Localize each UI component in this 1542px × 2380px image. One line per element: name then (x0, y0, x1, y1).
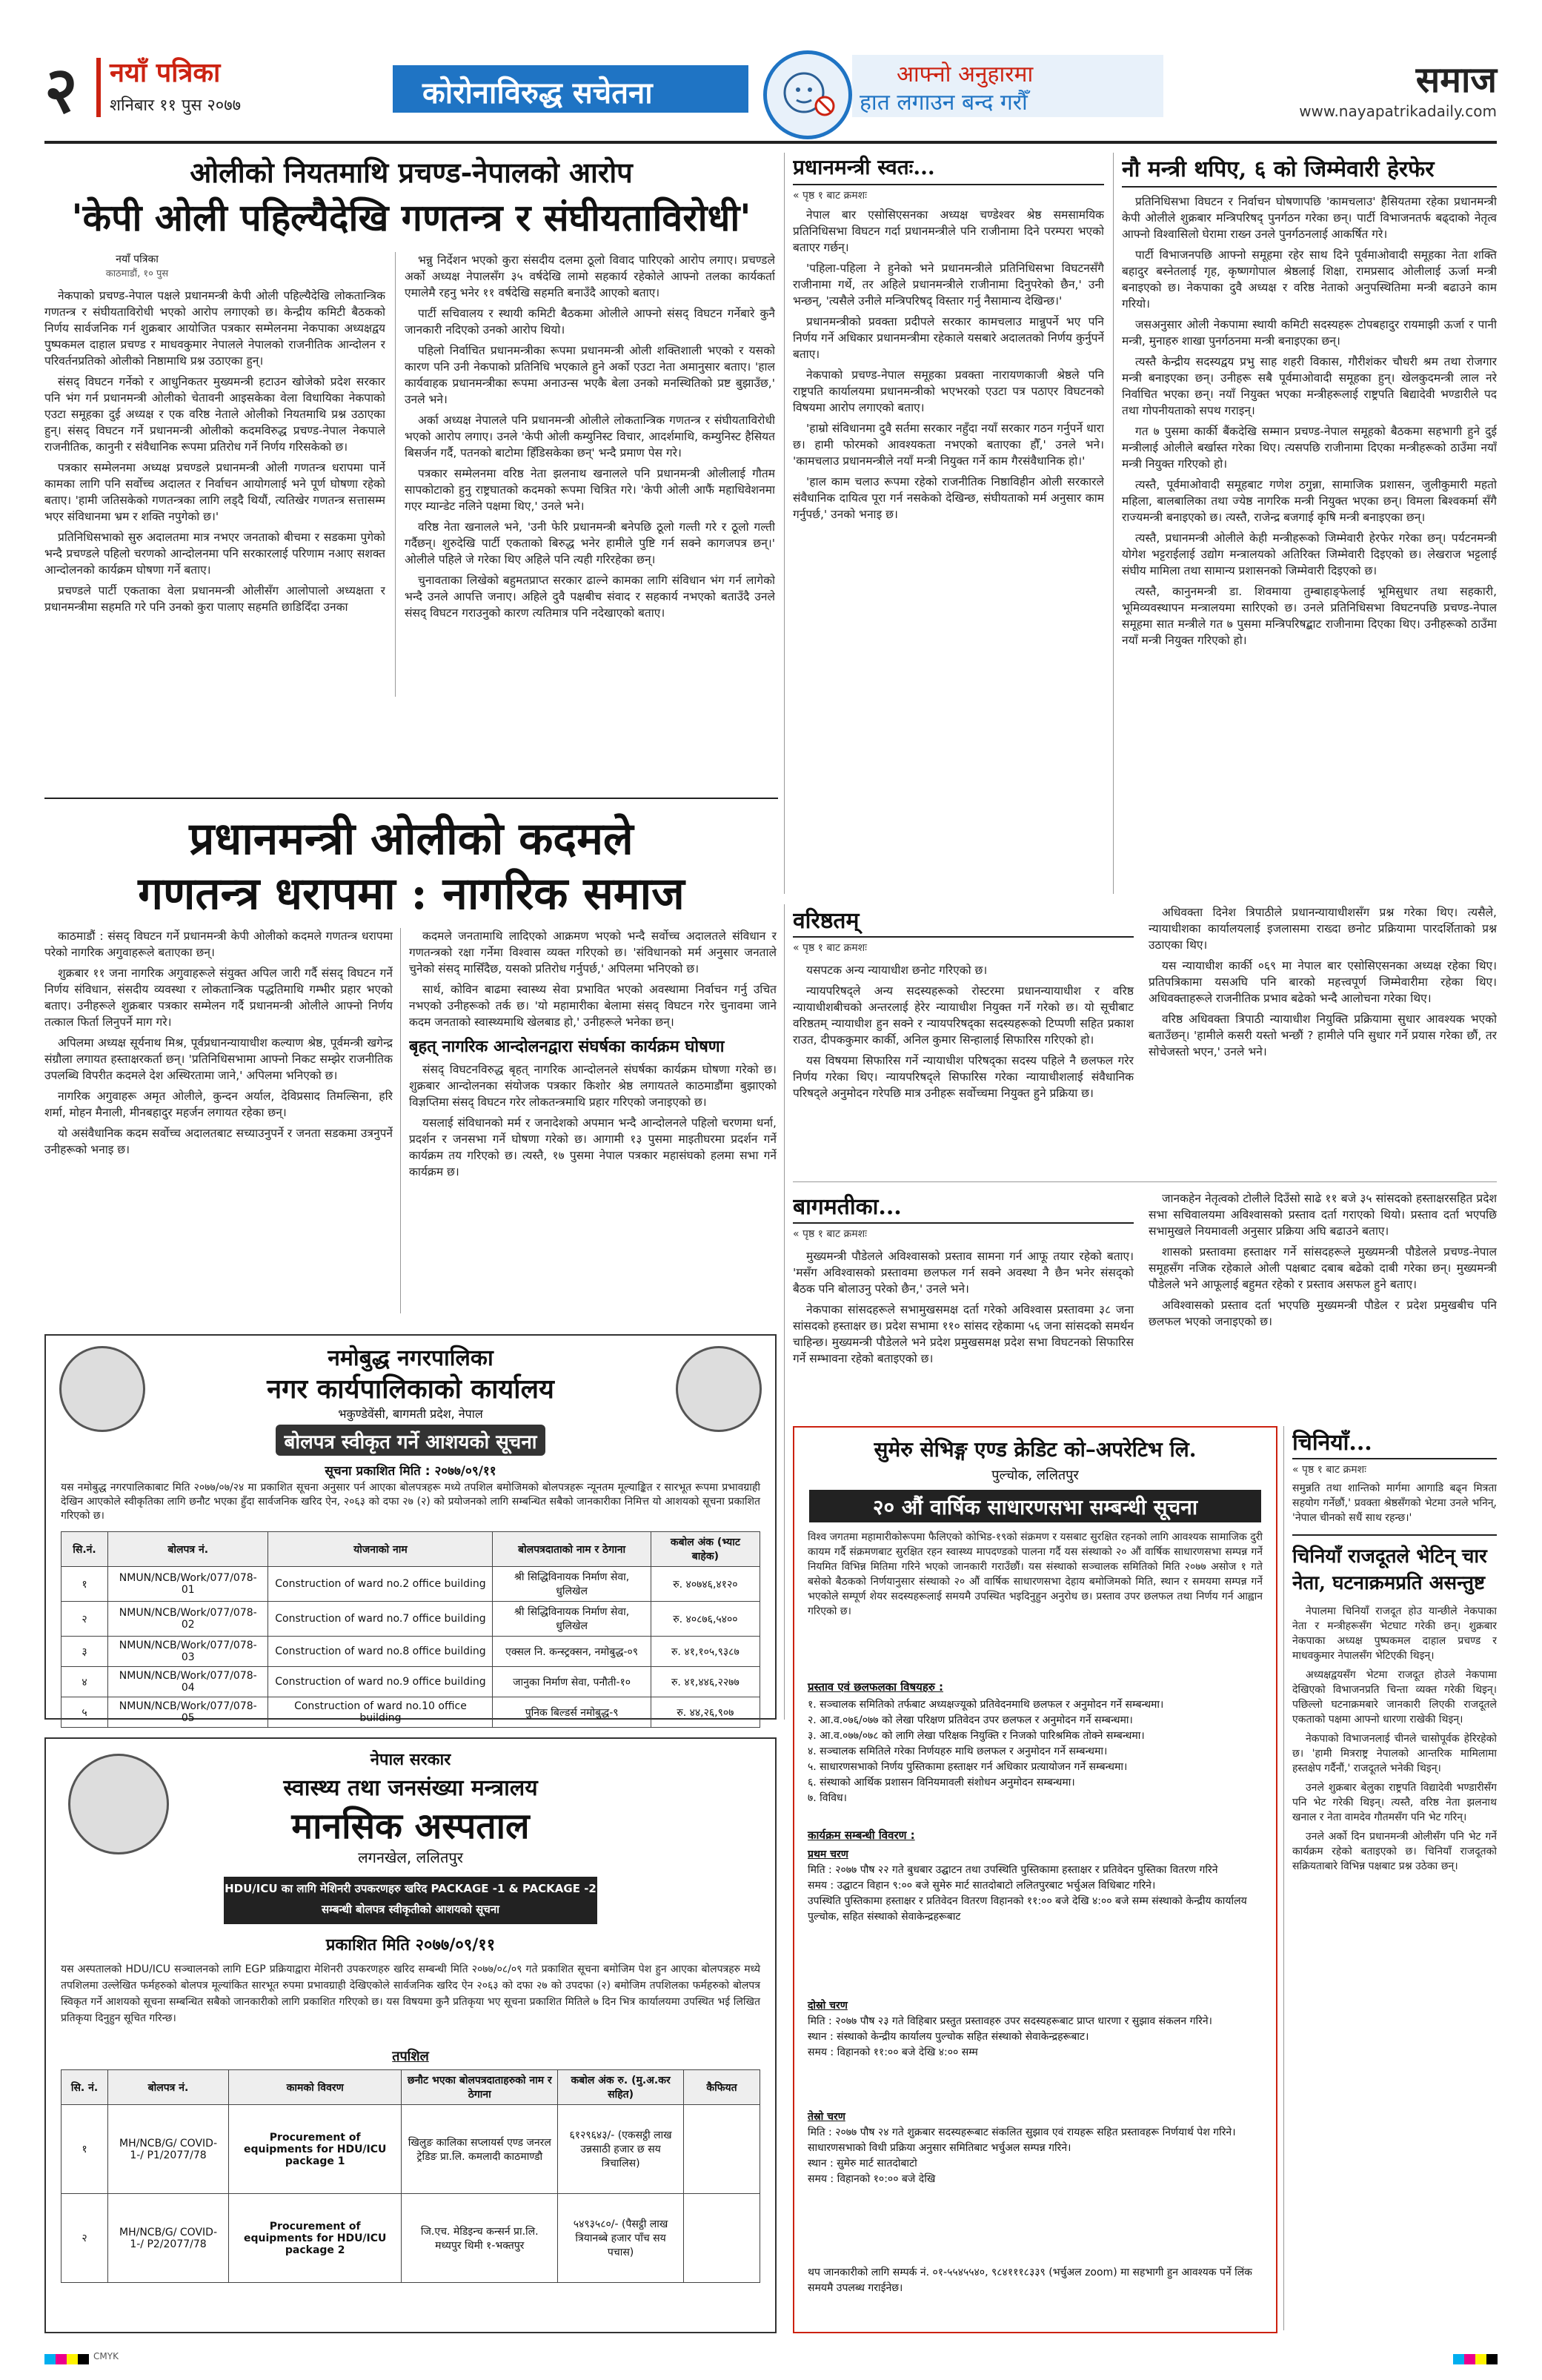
ministers-paragraph: जसअनुसार ओली नेकपामा स्थायी कमिटी सदस्यहरू टोपबहादुर रायमाझी ऊर्जा र पानी मन्त्री, मुनाहरु शाखा पुनर्गठनमा मन्त्री बनाइएका छन्। (1122, 318, 1497, 348)
paper-logo (96, 58, 101, 117)
table-header: योजनाको नाम (268, 1532, 493, 1567)
table-row (62, 1667, 760, 1697)
ad1-banner: बोलपत्र स्वीकृत गर्ने आशयको सूचना (284, 1431, 537, 1453)
civil-headline-1: प्रधानमन्त्री ओलीको कदमले (189, 813, 634, 865)
ad1-office: नगर कार्यपालिकाको कार्यालय (267, 1373, 554, 1405)
phase-line: मिति : २०७७ पौष २३ गते विहिबार प्रस्तुत प्रस्तावहरु उपर सदस्यहरूबाट प्राप्त धारणा र सुझाव संकलन गरिने। (808, 2015, 1212, 2027)
pm-paragraph: नेपाल बार एसोसिएसनका अध्यक्ष चण्डेश्वर श्रेष्ठ समसामयिक प्रतिनिधिसभा विघटन गर्दा प्रधानमन्त्रीले पनि राजीनामा दिने परम्परा भएको बताएर गर्छन्। (793, 208, 1104, 254)
civil-subheadline: बृहत् नागरिक आन्दोलनद्वारा संघर्षका कार्यक्रम घोषणा (409, 1037, 725, 1056)
column-divider (784, 904, 785, 1720)
table-header: सि. नं. (62, 2070, 108, 2105)
lead-paragraph: अर्का अध्यक्ष नेपालले पनि प्रधानमन्त्री ओलीले लोकतान्त्रिक गणतन्त्र र संघीयताविरोधी भएको आरोप लगाए। उनले 'केपी ओली कम्युनिस्ट विचार, आदर्शमाथि, कम्युनिस्ट हैसियत बिसर्जन गर्दै, पतनको बाटोमा हिँडिसकेका छन्' भन्दै प्रमाण पेस गरे। (405, 414, 775, 460)
table-header: बोलपत्र नं. (108, 1532, 268, 1567)
ad-namobuddha (44, 1334, 777, 1724)
agenda-item: २. आ.व.०७६/०७७ को लेखा परिक्षण प्रतिवेदन उपर छलफल र अनुमोदन गर्ने सम्बन्धमा। (808, 1714, 1133, 1726)
issue-date: शनिबार ११ पुस २०७७ (110, 96, 242, 115)
phase-line: समय : विहानको ११:०० बजे देखि ४:०० सम्म (808, 2046, 978, 2058)
ad-sumeru (793, 1426, 1277, 2333)
table-row (62, 1602, 760, 1637)
varishth-paragraph: यस न्यायाधीश कार्की ०६९ मा नेपाल बार एसोसिएसनका अध्यक्ष रहेका थिए। प्रतिपत्रिकामा यसअघि पनि बारको महत्त्वपूर्ण जिम्मेवारीमा रहेका थिए। अधिवक्ताहरूले राजनीतिक प्रभाव बढेको भन्दै आलोचना गरेका थिए। (1149, 959, 1497, 1005)
bagmati-col-2 (1149, 1190, 1497, 1334)
table-cell: रु. ४१,१०५,९३८७ (651, 1637, 760, 1667)
table-cell: NMUN/NCB/Work/077/078-03 (108, 1637, 268, 1667)
section-name: समाज (1415, 59, 1497, 101)
continued-label: « पृष्ठ १ बाट क्रमशः (793, 1228, 867, 1240)
continued-label: « पृष्ठ १ बाट क्रमशः (793, 942, 867, 954)
phase-line: साधारणसभाको विधी प्रक्रिया अनुसार समितिबाट भर्चुअल सम्पन्न गरिने। (808, 2142, 1071, 2154)
pm-story-title: प्रधानमन्त्री स्वतः... (793, 153, 1104, 185)
varishth-paragraph: न्यायपरिषद्ले अन्य सदस्यहरूको रोस्टरमा प्रधानन्यायाधीश र वरिष्ठ न्यायाधीशबीचको अन्तरलाई हेरेर न्यायाधीश नियुक्त गर्ने गरेको छ। यो सूचीबाट वरिष्ठतम् न्यायाधीश हुन सक्ने र न्यायपरिषद्का सदस्यहरूको टिप्पणी सहित प्रकाश राउत, दीपककुमार कार्की, अनिल कुमार सिन्हालाई सिफारिस गरिएको हो। (793, 984, 1134, 1047)
chiniya-story (1292, 1426, 1497, 2330)
campaign-title: कोरोनाविरुद्ध सचेतना (422, 76, 653, 110)
ad2-intro: यस अस्पतालको HDU/ICU सञ्चालनको लागि EGP प्रक्रियाद्वारा मेशिनरी उपकरणहरु खरिद सम्बन्धी मिति २०७७/०८/०९ गते प्रकाशित सूचना बमोजिम पेश हुन आएका बोलपत्रहरु मध्ये तपशिलमा उल्लेखित फर्महरुको बोलपत्र मूल्यांकित सारभूत रुपमा प्रभावग्राही देखिएकोले सार्वजनिक खरिद ऐन २०६३ को दफा २७ को उपदफा (२) बमोजिम तपशिलका फर्महरुको बोलपत्र स्विकृत गर्ने आशयको सूचना सम्बन्धित सबैको जानकारीको लागि प्रकाशित गरिएको छ। यस विषयमा कुनै प्रतिकृया भए सूचना प्रकाशित मितिले ७ दिन भित्र कार्यालयमा उपस्थित भई लिखित प्रतिकृया दिनुहुन सूचित गरिन्छ। (61, 1963, 760, 2024)
ministers-paragraph: गत ७ पुसमा कार्की बैंकदेखि सम्मान प्रचण्ड-नेपाल समूहको बैठकमा सहभागी हुने दुई मन्त्रीलाई ओलीले बर्खास्त गरेका थिए। त्यसपछि राजीनामा दिएका मन्त्रीहरूको ठाउँमा नयाँ मन्त्री नियुक्त गरिएको हो। (1122, 425, 1497, 471)
ad2-table-title: तपशिल (392, 2049, 429, 2064)
table-cell: खिलुङ कालिका सप्लायर्स एण्ड जनरल ट्रेडिङ प्रा.लि. कमलादी काठमाण्डौ (402, 2105, 558, 2194)
lead-paragraph: पार्टी सचिवालय र स्थायी कमिटी बैठकमा ओलीले आफ्नो संसद् विघटन गर्नेबारे कुनै जानकारी नदिएको उनको आरोप थियो। (405, 307, 775, 337)
table-cell: रु. ४०७४६,४१२० (651, 1567, 760, 1602)
ad1-pub-date: सूचना प्रकाशित मिति : २०७७/०९/११ (325, 1464, 496, 1479)
ad2-banner-1: HDU/ICU का लागि मेशिनरी उपकरणहरु खरिद PACKAGE -1 & PACKAGE -2 (225, 1882, 596, 1895)
agenda-item: १. सञ्चालक समितिको तर्फबाट अध्यक्षज्यूको प्रतिवेदनमाथि छलफल र अनुमोदन गर्ने सम्बन्धमा। (808, 1699, 1164, 1711)
lead-headline: 'केपी ओली पहिल्यैदेखि गणतन्त्र र संघीयताविरोधी' (71, 196, 751, 239)
campaign-tagline-1: आफ्नो अनुहारमा (897, 62, 1034, 87)
table-cell: २ (62, 1602, 108, 1637)
table-cell: Construction of ward no.9 office building (268, 1667, 493, 1697)
table-cell (684, 2194, 760, 2283)
civil-paragraph: सार्थ, कोविन बाढमा स्वास्थ्य सेवा प्रभावित भएको अवस्थामा निर्वाचन गर्नु उचित नभएको उनीहरूको तर्क छ। 'यो महामारीका बेलामा संसद् विघटन गरेर चुनावमा जाने कदम जनताको स्वास्थ्यमाथि खेलबाड हो,' उनीहरूले भनेका छन्। (409, 983, 777, 1029)
varishth-paragraph: वरिष्ठ अधिवक्ता त्रिपाठी न्यायाधीश नियुक्ति प्रक्रियामा सुधार आवश्यक भएको बताउँछन्। 'हामीले कसरी यस्तो भन्छौं ? हामीले पनि सुधार गर्ने प्रयास गरेका छौं, तर सोचेजस्तो भएन,' उनले भने। (1149, 1012, 1497, 1058)
varishth-col-2 (1149, 904, 1497, 1064)
masthead-rule (44, 141, 1497, 144)
pm-paragraph: 'हाम्रो संविधानमा दुवै सर्तमा सरकार नहुँदा नयाँ सरकार गठन गर्नुपर्ने धारा छ। हामी फोरमको आवश्यकता नभएको बताएका हौँ,' उनले भने। 'कामचलाउ प्रधानमन्त्रीले नयाँ मन्त्री नियुक्त गर्ने काम गैरसंवैधानिक हो।' (793, 422, 1104, 468)
table-cell: जानुका निर्माण सेवा, पनौती-१० (493, 1667, 651, 1697)
phase-line: समय : विहानको १०:०० बजे देखि (808, 2173, 936, 2185)
table-cell: Procurement of equipments for HDU/ICU package 2 (229, 2194, 402, 2283)
ministers-story (1122, 153, 1497, 894)
lead-paragraph: प्रचण्डले पार्टी एकताका वेला प्रधानमन्त्री ओलीसँग आलोपालो अध्यक्षता र प्रधानमन्त्रीमा सहमति गरे पनि उनको कुरा पालाए सहमति छाडिदिँदा उनका (44, 584, 385, 614)
pm-paragraph: नेकपाको प्रचण्ड-नेपाल समूहका प्रवक्ता नारायणकाजी श्रेष्ठले पनि राष्ट्रपति कार्यालयमा प्रधानमन्त्रीको भएभरको एउटा पत्र पठाएर विघटनको विषयमा आरोप लगाएको बताए। (793, 368, 1104, 414)
table-row (62, 1567, 760, 1602)
table-header: कामको विवरण (229, 2070, 402, 2105)
ad3-footer: थप जानकारीको लागि सम्पर्क नं. ०१-५५४५५४०, ९८४१११८३३९ (भर्चुअल zoom) मा सहभागी हुन आवश्यक पर्ने लिंक समयमै उपलब्ध गराईनेछ। (808, 2267, 1252, 2294)
table-cell: श्री सिद्धिविनायक निर्माण सेवा, धुलिखेल (493, 1602, 651, 1637)
ad2-hospital: मानसिक अस्पताल (291, 1806, 530, 1847)
byline-paper: नयाँ पत्रिका (116, 253, 159, 265)
civil-col-1 (44, 928, 393, 1313)
ad2-pub-date: प्रकाशित मिति २०७७/०९/११ (325, 1936, 496, 1955)
bagmati-paragraph: अविश्वासको प्रस्ताव दर्ता भएपछि मुख्यमन्त्री पौडेल र प्रदेश प्रमुखबीच पनि छलफल भएको जनाइएको छ। (1149, 1299, 1497, 1328)
table-cell: एक्सल नि. कन्स्ट्रक्सन, नमोबुद्ध-०९ (493, 1637, 651, 1667)
civil-paragraph: नागरिक अगुवाहरू अमृत ओलीले, कुन्दन अर्याल, देविप्रसाद तिमल्सिना, हरि शर्मा, मोहन मैनाली, मीनबहादुर महर्जन लगायत रहेका छन्। (44, 1090, 393, 1119)
column-divider (1283, 1426, 1284, 2330)
table-cell: MH/NCB/G/ COVID-1-/ P2/2077/78 (108, 2194, 229, 2283)
ad2-gov: नेपाल सरकार (370, 1751, 451, 1769)
ad2-banner-2: सम्बन्धी बोलपत्र स्वीकृतीको आशयको सूचना (321, 1903, 500, 1916)
lead-paragraph: संसद् विघटन गर्नेको र आधुनिकतर मुख्यमन्त्री हटाउन खोजेको प्रदेश सरकार पनि भंग गर्न प्रधानमन्त्री ओलीको चेतावनी आइसकेका वेला विधायिका नेकपाको एउटा समूहका दुई अध्यक्ष र एक वरिष्ठ नेताले ओलीको नियतमाथि प्रश्न उठाएका हुन्। संसद् विघटन गर्ने प्रधानमन्त्री ओलीको कदमविरुद्ध प्रचण्ड-नेपाल नेकपाले राजनीतिक, कानुनी र संवैधानिक रूपमा प्रतिरोध गर्ने निर्णय गरिसकेको छ। (44, 375, 385, 454)
lead-paragraph: पत्रकार सम्मेलनमा वरिष्ठ नेता झलनाथ खनालले पनि प्रधानमन्त्री ओलीलाई गौतम सापकोटाको हुनु राष्ट्रघातको कदमको रूपमा चित्रित गरे। 'केपी ओली आफैं महाधिवेशनमा गएर म्यान्डेट नलिने पक्षमा थिए,' उनले भने। (405, 467, 775, 513)
column-divider (400, 928, 401, 1313)
table-cell: Construction of ward no.10 office building (268, 1697, 493, 1728)
chiniya-paragraph: उनले शुक्रबार बेलुका राष्ट्रपति विद्यादेवी भण्डारीसँग पनि भेट गरेकी थिइन्। त्यस्तै, वरिष्ठ नेता झलनाथ खनाल र नेता वामदेव गौतमसँग पनि भेट गरिन्। (1292, 1782, 1497, 1823)
table-header: छनौट भएका बोलपत्रदाताहरुको नाम र ठेगाना (402, 2070, 558, 2105)
chiniya-paragraph: अध्यक्षद्वयसँग भेटमा राजदूत होउले नेकपामा देखिएको विभाजनप्रति चिन्ता व्यक्त गरेकी थिइन्। पछिल्लो घटनाक्रमबारे जानकारी लिएकी राजदूतले एकताको पक्षमा आफ्नो धारणा राखेकी थिइन्। (1292, 1669, 1497, 1726)
table-cell: NMUN/NCB/Work/077/078-01 (108, 1567, 268, 1602)
phase-line: समय : उद्घाटन विहान ९:०० बजे सुमेरु मार्ट सातदोबाटो ललितपुरबाट भर्चुअल विधिबाट गरिने। (808, 1880, 1156, 1892)
pm-paragraph: 'पहिला-पहिला ने हुनेको भने प्रधानमन्त्रीले प्रतिनिधिसभा विघटनसँगै राजीनामा गर्थे, तर अहिले प्रधानमन्त्रीले राजीनामा दिनुपरेको छैन,' उनी भन्छन्, 'त्यसैले उनीले मन्त्रिपरिषद् विस्तार गर्नु नैसामान्य देखिन्छ।' (793, 262, 1104, 308)
bagmati-paragraph: नेकपाका सांसदहरूले सभामुखसमक्ष दर्ता गरेको अविश्वास प्रस्तावमा ३८ जना सांसदको हस्ताक्षर छ। प्रदेश सभामा ११० सांसद रहेकामा ५६ जना सांसदको समर्थन चाहिन्छ। मुख्यमन्त्री पौडेलले भने प्रदेश प्रमुखसमक्ष प्रदेश सभा विघटनको सिफारिस गर्ने सम्भावना रहेको बताइएको छ। (793, 1303, 1134, 1365)
ad3-place: पुल्चोक, ललितपुर (991, 1468, 1079, 1483)
table-cell: NMUN/NCB/Work/077/078-02 (108, 1602, 268, 1637)
chiniya-paragraph: उनले अर्को दिन प्रधानमन्त्री ओलीसँग पनि भेट गर्ने कार्यक्रम रहेको बताइएको छ। चिनियाँ राजदूतको सक्रियताबारे विभिन्न पक्षबाट प्रश्न उठेका छन्। (1292, 1831, 1497, 1872)
table-cell: १ (62, 1567, 108, 1602)
varishth-paragraph: यसपटक अन्य न्यायाधीश छनोट गरिएको छ। (806, 964, 988, 977)
table-cell: ३ (62, 1637, 108, 1667)
ad2-ministry: स्वास्थ्य तथा जनसंख्या मन्त्रालय (283, 1775, 538, 1801)
lead-paragraph: नेकपाको प्रचण्ड-नेपाल पक्षले प्रधानमन्त्री केपी ओली पहिल्यैदेखि लोकतान्त्रिक गणतन्त्र र संघीयताविरोधी भएको आरोप लगाएको छ। केन्द्रीय कमिटी बैठकको निर्णय सार्वजनिक गर्न शुक्रबार आयोजित पत्रकार सम्मेलनमा नेकपाका अध्यक्षद्वय पुष्पकमल दाहाल प्रचण्ड र माधवकुमार नेपालले नेपालको राजनीतिक आन्दोलन र परिवर्तनप्रतिको ओलीको निष्ठामाथि प्रश्न उठाएका हुन्। (44, 289, 385, 368)
table-cell: रु. ४१,४४६,२२७७ (651, 1667, 760, 1697)
phase-line: मिति : २०७७ पौष २२ गते बुधबार उद्घाटन तथा उपस्थिति पुस्तिकामा हस्ताक्षर र प्रतिवेदन पुस्तिका वितरण गरिने (808, 1864, 1218, 1876)
pm-paragraph: प्रधानमन्त्रीको प्रवक्ता प्रदीपले सरकार कामचलाउ मान्नुपर्ने भए पनि निर्णय गर्ने अधिकार प्रधानमन्त्रीमा रहेकाले यसबारे अदालतको निर्णय कुर्नुपर्ने बताए। (793, 315, 1104, 361)
table-cell: पुनिक बिल्डर्स नमोबुद्ध-९ (493, 1697, 651, 1728)
byline-dateline: काठमाडौं, १० पुस (105, 268, 169, 279)
phase-line: मिति : २०७७ पौष २४ गते शुक्रबार सदस्यहरूबाट संकलित सुझाव एवं रायहरू सहित प्रस्तावहरू निर्णयार्थ पेश गरिने। (808, 2127, 1236, 2138)
ministers-paragraph: त्यस्तै, प्रधानमन्त्री ओलीले केही मन्त्रीहरूको जिम्मेवारी हेरफेर गरेका छन्। पर्यटनमन्त्री योगेश भट्टराईलाई उद्योग मन्त्रालयको अतिरिक्त जिम्मेवारी दिइएको छ। लेखराज भट्टलाई संघीय मामिला तथा सामान्य प्रशासनको जिम्मेवारी दिइएको छ। (1122, 531, 1497, 577)
chiniya-title: चिनियाँ... (1292, 1426, 1497, 1459)
campaign-tagline-2: हात लगाउन बन्द गरौँ (860, 90, 1028, 116)
page-number: २ (44, 53, 78, 127)
lead-paragraph: प्रतिनिधिसभाको सुरु अदालतमा मात्र नभएर जनताको बीचमा र सडकमा पुगेको भन्दै प्रचण्डले पहिलो चरणको आन्दोलनमा पनि सरकारलाई परिणाम नआए सशक्त आन्दोलनको कार्यक्रम घोषणा गर्ने बताए। (44, 531, 385, 577)
ad3-agenda (808, 1697, 1263, 1806)
civil-paragraph: कदमले जनतामाथि लादिएको आक्रमण भएको भन्दै सर्वोच्च अदालतले संविधान र गणतन्त्रको रक्षा गर्नेमा विश्वास व्यक्त गरिएको छ। 'संविधानको मर्म अनुसार जनताले चुनेको संसद् मासिँदैछ, यसको प्रतिरोध गर्नुपर्छ,' अपिलमा भनिएको छ। (409, 929, 777, 975)
varishth-title: वरिष्ठतम् (793, 904, 1134, 938)
table-cell: १ (62, 2105, 108, 2194)
table-cell: Construction of ward no.7 office building (268, 1602, 493, 1637)
table-header: सि.नं. (62, 1532, 108, 1567)
table-cell: २ (62, 2194, 108, 2283)
pm-paragraph: 'हाल काम चलाउ रूपमा रहेको राजनीतिक निष्ठाविहीन ओली सरकारले संवैधानिक दायित्व पूरा गर्न नसकेको देखिन्छ, संघीयताको मर्म अनुसार काम गर्नुपर्छ,' उनको भनाइ छ। (793, 475, 1104, 521)
lead-byline (44, 252, 230, 279)
lead-paragraph: पहिलो निर्वाचित प्रधानमन्त्रीका रूपमा प्रधानमन्त्री ओली शक्तिशाली भएको र यसको कारण पनि उनी नेकपाको प्रतिनिधि भएकाले हुने अर्को एउटा नेता अमानुसार बताए। 'हाल कार्यवाहक प्रधानमन्त्रीका रूपमा अनाउन्स भएकै बेला उनको मनस्थितिको प्रष्ट बुझाउँछ,' उनले भने। (405, 344, 775, 406)
table-cell: Construction of ward no.2 office building (268, 1567, 493, 1602)
ad1-table (61, 1531, 760, 1728)
bagmati-paragraph: जानकहेन नेतृत्वको टोलीले दिउँसो साढे ११ बजे ३५ सांसदको हस्ताक्षरसहित प्रदेश सभा सचिवालयमा अविश्वासको प्रस्ताव दर्ता गराएको थियो। प्रस्ताव दर्ता भएपछि सभामुखले नियमावली अनुसार प्रक्रिया अघि बढाउने बताए। (1149, 1192, 1497, 1238)
lead-col-2 (405, 252, 775, 703)
section-rule (44, 798, 778, 799)
phase-title: दोस्रो चरण (808, 2000, 848, 2012)
color-marks-label-left: CMYK (93, 2351, 119, 2361)
table-cell: ६१२९६४३/- (एकसट्ठी लाख उन्नसाठी हजार छ सय त्रिचालिस) (558, 2105, 684, 2194)
ad1-intro: यस नमोबुद्ध नगरपालिकाबाट मिति २०७७/०७/२४ मा प्रकाशित सूचना अनुसार पर्न आएका बोलपत्रहरू मध्ये तपशिल बमोजिमको बोलपत्रहरू न्यूनतम मूल्याङ्कित र सारभूत रूपमा प्रभावग्राही देखिन आएकोले स्वीकृतिका लागि छनौट भएका हुँदा सार्वजनिक खरिद ऐन, २०६३ को दफा २७ (२) को प्रयोजनको लागि सम्बन्धित सबैको जानकारीका निमित्त यो आशयको सूचना प्रकाशित गरिएको छ। (61, 1482, 760, 1522)
civil-paragraph: यो असंवैधानिक कदम सर्वोच्च अदालतबाट सच्याउनुपर्ने र जनता सडकमा उत्रनुपर्ने उनीहरूको भनाइ छ। (44, 1127, 393, 1156)
table-cell: ५४९३५८०/- (पैसट्ठी लाख त्रियानब्बे हजार पाँच सय पचास) (558, 2194, 684, 2283)
table-header: बोलपत्र नं. (108, 2070, 229, 2105)
no-touch-face-icon (763, 50, 852, 139)
ministers-paragraph: प्रतिनिधिसभा विघटन र निर्वाचन घोषणापछि 'कामचलाउ' हैसियतमा रहेका प्रधानमन्त्री केपी ओलीले शुक्रबार मन्त्रिपरिषद् पुनर्गठन गरेका छन्। पार्टी विभाजनतर्फ बढ्दाको नेतृत्व आफ्नो विश्वासिलो घेरामा राख्न उनले पुनर्गठनलाई आकर्षित गरे। (1122, 195, 1497, 241)
table-header: बोलपत्रदाताको नाम र ठेगाना (493, 1532, 651, 1567)
civil-paragraph: संसद् विघटनविरुद्ध बृहत् नागरिक आन्दोलनले संघर्षका कार्यक्रम घोषणा गरेको छ। शुक्रबार आन्दोलनका संयोजक पत्रकार किशोर श्रेष्ठ लगायतले काठमाडौंमा बुझाएको विज्ञप्तिमा संसद् विघटन गरेर लोकतन्त्रमाथि प्रहार गरिएको जनाइएको छ। (409, 1063, 777, 1109)
civil-col-2 (409, 928, 777, 1313)
ad3-company: सुमेरु सेभिङ्ग एण्ड क्रेडिट को–अपरेटिभ लि. (874, 1437, 1197, 1462)
lead-paragraph: भन्नु निर्देशन भएको कुरा संसदीय दलमा ठूलो विवाद पारिएको आरोप लगाए। प्रचण्डले अर्को अध्यक्ष नेपालसँग ३५ वर्षदेखि लामो सहकार्य रहेकोले आफ्नो तलका कार्यकर्ता एमालेमै रहनु भनेर ११ वर्षदेखि सहमति बनाउँदै आएको बताए। (405, 253, 775, 299)
pm-story (793, 153, 1104, 894)
ad3-banner: २० औं वार्षिक साधारणसभा सम्बन्धी सूचना (872, 1495, 1198, 1519)
agenda-item: ४. सञ्चालक समितिले गरेका निर्णयहरु माथि छलफल र अनुमोदन गर्ने सम्बन्धमा। (808, 1746, 1108, 1757)
table-header: कबोल अंक (भ्याट बाहेक) (651, 1532, 760, 1567)
ad3-phase-2 (808, 1998, 1263, 2061)
agenda-item: ७. विविध। (808, 1792, 847, 1804)
lead-paragraph: चुनावताका लिखेको बहुमतप्राप्त सरकार ढाल्ने कामका लागि संविधान भंग गर्न लागेको भन्दै उनले आपत्ति जनाए। अहिले दुवै पक्षबीच संवाद र सहकार्य नभएको बताउँदै उनले संसद् विघटन गराउनुको कारण त्यतिमात्र पनि नदेखाएको बताए। (405, 574, 775, 620)
table-cell (684, 2105, 760, 2194)
table-row (62, 1637, 760, 1667)
chiniya-paragraph: नेकपाको विभाजनलाई चीनले चासोपूर्वक हेरिरहेको छ। 'हामी मित्रराष्ट्र नेपालको आन्तरिक मामिलामा हस्तक्षेप गर्दैनौं,' राजदूतले भनेकी थिइन्। (1292, 1733, 1497, 1774)
section-rule (793, 1181, 1497, 1182)
ministers-paragraph: त्यस्तै केन्द्रीय सदस्यद्वय प्रभु साह शहरी विकास, गौरीशंकर चौधरी श्रम तथा रोजगार मन्त्री बनाइएका छन्। उनीहरू सबै पूर्वमाओवादी समूहका हुन्। खेलकुदमन्त्री लाल नरे निर्वाचित भएका छन्। नयाँ नियुक्त भएका मन्त्रीहरूलाई राष्ट्रपति बिद्यादेवी भण्डारीले पद तथा गोपनीयताको सपथ गराइन्। (1122, 355, 1497, 417)
ad2-table (61, 2069, 760, 2283)
civil-paragraph: काठमाडौं : संसद् विघटन गर्ने प्रधानमन्त्री केपी ओलीको कदमले गणतन्त्र धरापमा परेको नागरिक अगुवाहरूले बताएका छन्। (44, 929, 393, 959)
continued-label: « पृष्ठ १ बाट क्रमशः (793, 190, 867, 202)
table-row (62, 1697, 760, 1728)
continued-label: « पृष्ठ १ बाट क्रमशः (1292, 1464, 1366, 1476)
varishth-paragraph: अधिवक्ता दिनेश त्रिपाठीले प्रधानन्यायाधीशसँग प्रश्न गरेका थिए। त्यसैले, न्यायाधीशका कार्यालयलाई इजलासमा राख्दा छनोट प्रक्रियामा पारदर्शिताको प्रश्न उठाएका थिए। (1149, 906, 1497, 952)
ad1-org: नमोबुद्ध नगरपालिका (328, 1345, 493, 1371)
table-cell: Construction of ward no.8 office building (268, 1637, 493, 1667)
varishth-col-1 (793, 962, 1134, 1106)
ad3-phase-1 (808, 1847, 1263, 1925)
table-header: कबोल अंक रु. (मु.अ.कर सहित) (558, 2070, 684, 2105)
bagmati-title: बागमतीका... (793, 1190, 1134, 1224)
table-cell: रु. ४४,२६,९०७ (651, 1697, 760, 1728)
table-cell: NMUN/NCB/Work/077/078-05 (108, 1697, 268, 1728)
column-divider (395, 252, 396, 697)
column-divider (1113, 153, 1114, 894)
table-cell: रु. ४०८७६,५४०० (651, 1602, 760, 1637)
ad3-program-title: कार्यक्रम सम्बन्धी विवरण : (808, 1829, 915, 1842)
ad3-intro: विश्व जगतमा महामारीकोरूपमा फैलिएको कोभिड-१९को संक्रमण र यसबाट सुरक्षित रहनको लागि आवश्यक सामाजिक दुरी कायम गर्दै संक्रमणबाट सुरक्षित रहन स्वास्थ्य मापदण्डको पालना गर्दै यस संस्थाको २० औं वार्षिक साधारणसभा सम्पन्न गर्ने नियमित विभिन्न मितिमा गरिने भएको जानकारी गराउँछौं। यस संस्थाको सञ्चालक समितिको मिति २०७७ असोज १ गते बसेको बैठकको निर्णयानुसार संस्थाको २० औं वार्षिक साधारणसभा देहाय बमोजिमको मिति, स्थान र समयमा सम्पन्न गर्ने भएकोले सम्पूर्ण शेयर सदस्यहरूलाई समयमै उपस्थित भइदिनुहुन अनुरोध छ। प्रस्ताव उपर छलफल तथा निर्णय गर्न आह्वान गरिएको छ। (808, 1531, 1263, 1617)
agenda-item: ६. संस्थाको आर्थिक प्रशासन विनियमावली संशोधन अनुमोदन सम्बन्धमा। (808, 1777, 1075, 1789)
table-row (62, 2105, 760, 2194)
ministers-paragraph: त्यस्तै, पूर्वमाओवादी समूहबाट गणेश ठगुन्ना, सामाजिक प्रशासन, जुलीकुमारी महतो महिला, बालबालिका तथा ज्येष्ठ नागरिक मन्त्री नियुक्त भएका छन्। विमला बिश्वकर्मा सँगै राज्यमन्त्री बनाइएको छ। त्यस्तै, राजेन्द्र बजगाई कृषि मन्त्री बनाइएका छन्। (1122, 478, 1497, 524)
phase-title: तेस्रो चरण (808, 2111, 845, 2123)
ministers-paragraph: त्यस्तै, कानुनमन्त्री डा. शिवमाया तुम्बाहाङ्फेलाई भूमिसुधार तथा सहकारी, भूमिव्यवस्थापन मन्त्रालयमा सारिएको छ। उनले प्रतिनिधिसभा विघटनपछि प्रचण्ड-नेपाल समूहमा सात मन्त्रीले गत ७ पुसमा मन्त्रिपरिषद्बाट राजीनामा दिएका थिए। उनीहरूको ठाउँमा नयाँ मन्त्री नियुक्त गरिएको हो। (1122, 585, 1497, 647)
column-divider (784, 153, 785, 894)
table-cell: NMUN/NCB/Work/077/078-04 (108, 1667, 268, 1697)
chiniya-intro: समुन्नति तथा शान्तिको मार्गमा आगाडि बढ्न मित्रता सहयोग गर्नेछौं,' प्रवक्ता श्रेष्ठसँगको भेटमा उनले भनिन्, 'नेपाल चीनको सधैं साथ रहन्छ।' (1292, 1482, 1497, 1524)
phase-title: प्रथम चरण (808, 1849, 848, 1860)
agenda-item: ३. आ.व.०७७/०७८ को लागि लेखा परिक्षक नियुक्ति र निजको पारिश्रमिक तोक्ने सम्बन्धमा। (808, 1730, 1145, 1742)
lead-col-1 (44, 288, 385, 703)
civil-headline-2: गणतन्त्र धरापमा : नागरिक समाज (138, 868, 685, 920)
table-cell: जि.एच. मेडिइन्च कन्सर्न प्रा.लि. मध्यपुर थिमी १-भक्तपुर (402, 2194, 558, 2283)
table-cell: ४ (62, 1667, 108, 1697)
website-url: www.nayapatrikadaily.com (1299, 102, 1497, 120)
table-header: कैफियत (684, 2070, 760, 2105)
ministers-paragraph: पार्टी विभाजनपछि आफ्नो समूहमा रहेर साथ दिने पूर्वमाओवादी समूहका नेता शक्ति बहादुर बस्नेतलाई गृह, कृष्णगोपाल श्रेष्ठलाई शिक्षा, रामप्रसाद ओलीलाई ऊर्जा मन्त्री बनाइएको छ। नेकपाका दुवै अध्यक्ष र वरिष्ठ नेताको अनुपस्थितिमा मन्त्री बढाउने काम गरियो। (1122, 248, 1497, 311)
lead-paragraph: पत्रकार सम्मेलनमा अध्यक्ष प्रचण्डले प्रधानमन्त्री ओली गणतन्त्र धरापमा पार्ने कामका लागि पनि सर्वोच्च अदालत र निर्वाचन आयोगलाई भने पूर्ण घोषणा रहेको बताए। 'हामी जतिसकेको गणतन्त्रका लागि लड्दै थियौं, त्यतिखेर गणतन्त्र सत्तासम्म भएर संविधानमा भ्रम र शक्ति नपुगेको छ।' (44, 461, 385, 523)
ad3-phase-3 (808, 2109, 1263, 2187)
color-registration-left (44, 2354, 89, 2364)
civil-paragraph: अपिलमा अध्यक्ष सूर्यनाथ मिश्र, पूर्वप्रधानन्यायाधीश कल्याण श्रेष्ठ, पूर्वमन्त्री खगेन्द्र संग्रौला लगायत हस्ताक्षरकर्ता छन्। 'प्रतिनिधिसभामा आफ्नो निकट सम्झेर राजनीतिक उपलब्धि विपरीत कदमले देश अस्थिरतामा जाने,' अपिलमा भनिएको छ। (44, 1036, 393, 1082)
table-cell: ५ (62, 1697, 108, 1728)
table-cell: श्री सिद्धिविनायक निर्माण सेवा, धुलिखेल (493, 1567, 651, 1602)
color-registration-right (1453, 2354, 1498, 2364)
ad3-agenda-title: प्रस्ताव एवं छलफलका विषयहरु : (808, 1680, 944, 1694)
table-cell: Procurement of equipments for HDU/ICU package 1 (229, 2105, 402, 2194)
civil-paragraph: शुक्रबार ११ जना नागरिक अगुवाहरूले संयुक्त अपिल जारी गर्दै संसद् विघटन गर्ने निर्णय संविधान, संसदीय व्यवस्था र लोकतान्त्रिक पद्धतिमाथि गम्भीर प्रहार भएको बताए। उनीहरूले शुक्रबार पत्रकार सम्मेलन गर्दै प्रधानमन्त्री ओलीले आफ्नो निर्णय तत्काल फिर्ता लिनुपर्ने माग गरे। (44, 967, 393, 1029)
ministers-title: नौ मन्त्री थपिए, ६ को जिम्मेवारी हेरफेर (1122, 153, 1497, 188)
bagmati-col-1 (793, 1248, 1134, 1371)
phase-line: स्थान : संस्थाको केन्द्रीय कार्यालय पुल्चोक सहित संस्थाको सेवाकेन्द्रहरूबाट। (808, 2031, 1089, 2043)
chiniya-paragraph: नेपालमा चिनियाँ राजदूत होउ यान्छीले नेकपाका नेता र मन्त्रीहरूसँग भेटघाट गरेकी छन्। शुक्रबार नेकपाका अध्यक्ष पुष्पकमल दाहाल प्रचण्ड र माधवकुमार नेपालसँग भेटिएकी थिइन्। (1292, 1605, 1497, 1662)
ad-mental-hospital (44, 1737, 777, 2333)
phase-line: उपस्थिति पुस्तिकामा हस्ताक्षर र प्रतिवेदन वितरण विहानको ११:०० बजे देखि ४:०० बजे सम्म संस्थाको केन्द्रीय कार्यालय पुल्चोक, सहित संस्थाको सेवाकेन्द्रहरूबाट (808, 1895, 1247, 1923)
bagmati-story (793, 1190, 1497, 1413)
agenda-item: ५. साधारणसभाको निर्णय पुस्तिकामा हस्ताक्षर गर्न अधिकार प्रत्यायोजन गर्ने सम्बन्धमा। (808, 1761, 1128, 1773)
table-cell: MH/NCB/G/ COVID-1-/ P1/2077/78 (108, 2105, 229, 2194)
lead-paragraph: वरिष्ठ नेता खनालले भने, 'उनी फेरि प्रधानमन्त्री बनेपछि ठूलो गल्ती गरे र ठूलो गल्ती गर्दैछन्। शुरुदेखि पार्टी एकताको बिरुद्ध भनेर हामीले पुष्टि गर्न सक्ने कागजपत्र छन्।' ओलीले पहिले जे गरेका थिए अहिले पनि त्यही गरिरहेका छन्। (405, 520, 775, 566)
phase-line: स्थान : सुमेरु मार्ट सातदोबाटो (808, 2158, 917, 2169)
table-row (62, 2194, 760, 2283)
varishth-story (793, 904, 1497, 1171)
varishth-paragraph: यस विषयमा सिफारिस गर्ने न्यायाधीश परिषद्का सदस्य पहिले नै छलफल गरेर निर्णय गरेका थिए। न्यायपरिषद्ले सिफारिस गरेका न्यायाधीशलाई संवैधानिक परिषद्ले अनुमोदन गरेपछि मात्र उनीहरू सर्वोच्चमा नियुक्त हुने प्रक्रिया छ। (793, 1054, 1134, 1100)
paper-name: नयाँ पत्रिका (110, 57, 221, 88)
civil-paragraph: यसलाई संविधानको मर्म र जनादेशको अपमान भन्दै आन्दोलनले पहिलो चरणमा धर्ना, प्रदर्शन र जनसभा गर्ने घोषणा गरेको छ। आगामी १३ पुसमा माइतीघरमा प्रदर्शन गर्ने कार्यक्रम तय गरिएको छ। त्यस्तै, १७ पुसमा नेपाल पत्रकार महासंघको हलमा सभा गर्ने कार्यक्रम छ। (409, 1116, 777, 1179)
masthead (44, 50, 1497, 133)
bagmati-paragraph: मुख्यमन्त्री पौडेलले अविश्वासको प्रस्ताव सामना गर्न आफू तयार रहेको बताए। 'मसँग अविश्वासको प्रस्तावमा छलफल गर्न सक्ने अवस्था नै छैन भनेर संसद्‌को बैठक पनि बोलाउनु परेको छैन,' उनले भने। (793, 1250, 1134, 1296)
bagmati-paragraph: शासको प्रस्तावमा हस्ताक्षर गर्ने सांसदहरूले मुख्यमन्त्री पौडेलले प्रचण्ड-नेपाल समूहसँग नजिक रहेकाले ओली पक्षबाट दबाब बढेको दाबी गरेका छन्। मुख्यमन्त्री पौडेलले भने आफूलाई बहुमत रहेको र प्रस्ताव असफल हुने बताए। (1149, 1245, 1497, 1291)
ad1-address: भकुण्डेवेंसी, बागमती प्रदेश, नेपाल (338, 1407, 483, 1421)
lead-kicker: ओलीको नियतमाथि प्रचण्ड-नेपालको आरोप (190, 156, 633, 189)
ad2-place: लगनखेल, ललितपुर (358, 1849, 463, 1866)
chiniya-subheadline: चिनियाँ राजदूतले भेटिन् चार नेता, घटनाक्रमप्रति असन्तुष्ट (1292, 1534, 1497, 1595)
